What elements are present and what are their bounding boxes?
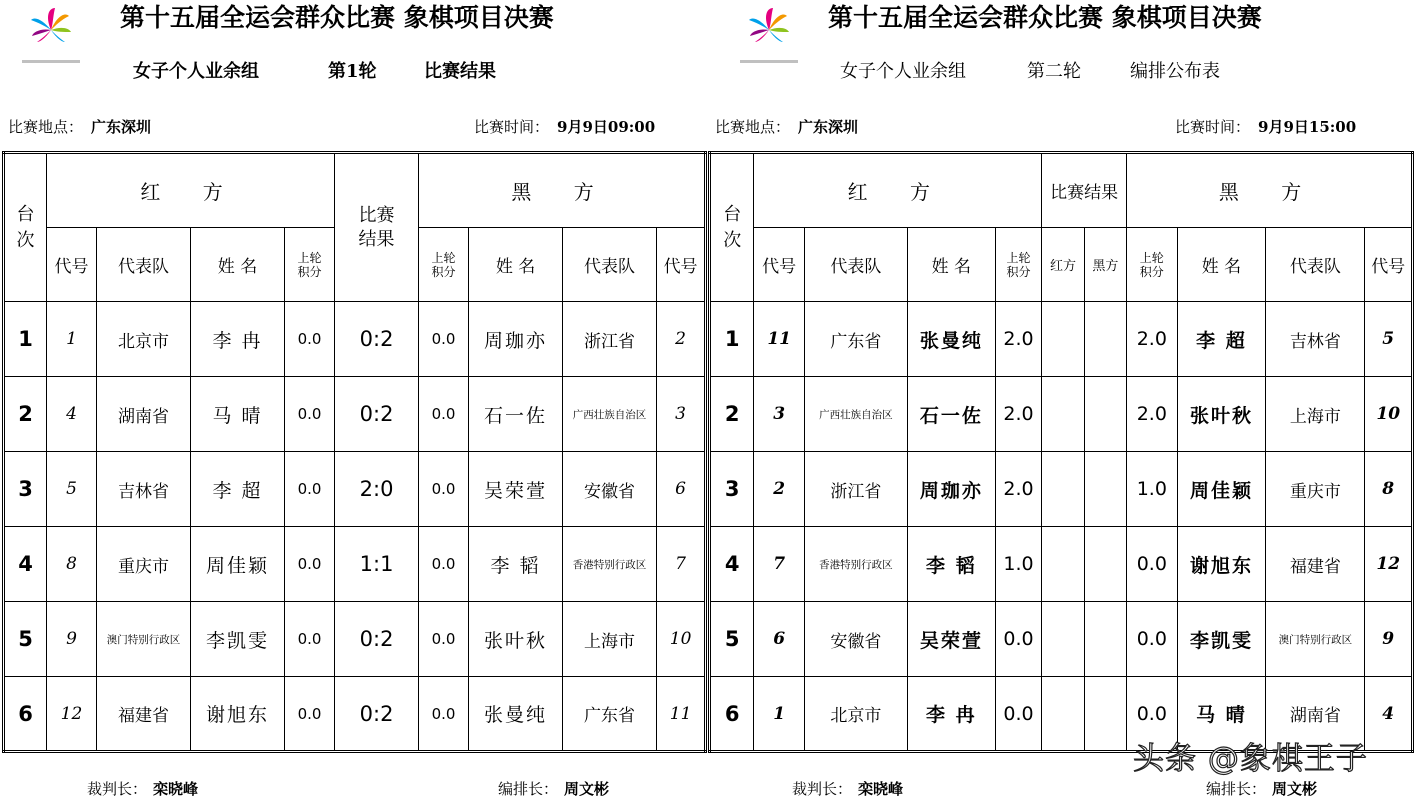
table-number: 6: [710, 677, 754, 752]
black-player: 李凯雯: [1177, 602, 1266, 677]
red-code-header: 代号: [47, 228, 97, 302]
table-no-header: 台次: [710, 153, 754, 302]
table-row: [710, 602, 1413, 677]
red-prev-score: 1.0: [995, 527, 1042, 602]
match-time: 比赛时间： 9月9日15:00: [1175, 118, 1357, 136]
round1-results-sheet: [0, 0, 706, 798]
black-team: 重庆市: [1266, 452, 1365, 527]
red-player: 马 晴: [191, 377, 285, 452]
black-code-header: 代号: [1365, 228, 1413, 302]
black-prev-score: 0.0: [1127, 527, 1177, 602]
black-prev-score: 0.0: [419, 302, 469, 377]
red-player: 谢旭东: [191, 677, 285, 752]
black-prev-score-header: 上轮积分: [1127, 228, 1177, 302]
black-prev-score: 0.0: [419, 602, 469, 677]
result-red-cell: [1042, 377, 1084, 452]
red-prev-score: 0.0: [285, 527, 335, 602]
red-code: 5: [47, 452, 97, 527]
black-code: 12: [1365, 527, 1413, 602]
black-name-header: 姓 名: [469, 228, 563, 302]
chief-referee: 裁判长： 栾晓峰: [87, 780, 199, 798]
red-name-header: 姓 名: [191, 228, 285, 302]
black-team: 福建省: [1266, 527, 1365, 602]
match-result: 0:2: [335, 302, 419, 377]
red-prev-score-header: 上轮积分: [285, 228, 335, 302]
red-prev-score: 0.0: [285, 602, 335, 677]
table-row: [710, 302, 1413, 377]
red-team: 香港特别行政区: [804, 527, 907, 602]
black-prev-score: 1.0: [1127, 452, 1177, 527]
chief-referee: 裁判长： 栾晓峰: [792, 780, 904, 798]
black-code: 4: [1365, 677, 1413, 752]
match-result: 1:1: [335, 527, 419, 602]
black-player: 吴荣萱: [469, 452, 563, 527]
red-team: 广东省: [804, 302, 907, 377]
table-row: [4, 602, 706, 677]
round-label: 第1轮: [328, 61, 377, 82]
games-logo: [738, 6, 800, 68]
black-prev-score: 0.0: [419, 377, 469, 452]
result-header: 比赛结果: [335, 153, 419, 302]
red-prev-score: 0.0: [995, 602, 1042, 677]
table-row: [710, 452, 1413, 527]
red-prev-score: 0.0: [285, 677, 335, 752]
red-player: 李 超: [191, 452, 285, 527]
red-team: 安徽省: [804, 602, 907, 677]
red-team: 福建省: [97, 677, 191, 752]
table-number: 2: [4, 377, 47, 452]
black-player: 张曼纯: [469, 677, 563, 752]
round-label: 第二轮: [1027, 61, 1081, 82]
red-team: 浙江省: [804, 452, 907, 527]
table-row: [4, 527, 706, 602]
table-number: 2: [710, 377, 754, 452]
red-code: 12: [47, 677, 97, 752]
red-team: 北京市: [804, 677, 907, 752]
table-number: 4: [4, 527, 47, 602]
black-prev-score: 0.0: [419, 527, 469, 602]
black-prev-score: 2.0: [1127, 302, 1177, 377]
result-black-cell: [1084, 527, 1126, 602]
black-player: 李 韬: [469, 527, 563, 602]
result-red-cell: [1042, 302, 1084, 377]
black-code-header: 代号: [657, 228, 706, 302]
event-title: 第十五届全运会群众比赛 象棋项目决赛: [120, 3, 554, 32]
red-team: 重庆市: [97, 527, 191, 602]
group-name: 女子个人业余组: [133, 61, 259, 82]
red-side-header: 红 方: [754, 153, 1042, 228]
red-code-header: 代号: [754, 228, 804, 302]
black-prev-score: 0.0: [419, 452, 469, 527]
red-prev-score: 2.0: [995, 452, 1042, 527]
black-team: 广西壮族自治区: [563, 377, 657, 452]
red-code: 8: [47, 527, 97, 602]
table-number: 5: [4, 602, 47, 677]
black-player: 周珈亦: [469, 302, 563, 377]
result-header: 比赛结果: [1042, 153, 1127, 228]
chief-arranger: 编排长： 周文彬: [498, 780, 610, 798]
watermark: 头条 @象棋王子: [1133, 741, 1368, 777]
black-code: 7: [657, 527, 706, 602]
table-number: 3: [4, 452, 47, 527]
red-player: 李 韬: [907, 527, 995, 602]
black-team-header: 代表队: [563, 228, 657, 302]
red-code: 1: [754, 677, 804, 752]
red-code: 9: [47, 602, 97, 677]
black-team: 浙江省: [563, 302, 657, 377]
result-red-cell: [1042, 527, 1084, 602]
black-name-header: 姓 名: [1177, 228, 1266, 302]
red-code: 11: [754, 302, 804, 377]
match-result: 0:2: [335, 602, 419, 677]
black-prev-score: 2.0: [1127, 377, 1177, 452]
red-player: 李 冉: [191, 302, 285, 377]
table-row: [710, 377, 1413, 452]
black-side-header: 黑 方: [419, 153, 706, 228]
red-prev-score: 0.0: [285, 302, 335, 377]
red-team: 广西壮族自治区: [804, 377, 907, 452]
black-prev-score: 0.0: [419, 677, 469, 752]
black-code: 2: [657, 302, 706, 377]
table-number: 1: [710, 302, 754, 377]
red-prev-score: 0.0: [285, 377, 335, 452]
table-number: 1: [4, 302, 47, 377]
result-black-cell: [1084, 602, 1126, 677]
black-player: 石一佐: [469, 377, 563, 452]
black-side-header: 黑 方: [1127, 153, 1413, 228]
pairings-table: [708, 151, 1414, 753]
result-black-cell: [1084, 677, 1126, 752]
table-number: 3: [710, 452, 754, 527]
black-player: 马 晴: [1177, 677, 1266, 752]
table-row: [4, 377, 706, 452]
black-player: 李 超: [1177, 302, 1266, 377]
table-row: [710, 527, 1413, 602]
result-red-header: 红方: [1042, 228, 1084, 302]
match-time: 比赛时间： 9月9日09:00: [474, 118, 656, 136]
black-team-header: 代表队: [1266, 228, 1365, 302]
red-player: 石一佐: [907, 377, 995, 452]
red-team-header: 代表队: [97, 228, 191, 302]
table-row: [4, 677, 706, 752]
chief-arranger: 编排长： 周文彬: [1206, 780, 1318, 798]
black-player: 张叶秋: [469, 602, 563, 677]
black-code: 9: [1365, 602, 1413, 677]
red-side-header: 红 方: [47, 153, 335, 228]
results-table: [2, 151, 707, 753]
black-prev-score-header: 上轮积分: [419, 228, 469, 302]
red-code: 4: [47, 377, 97, 452]
red-code: 3: [754, 377, 804, 452]
red-team-header: 代表队: [804, 228, 907, 302]
red-code: 7: [754, 527, 804, 602]
table-number: 6: [4, 677, 47, 752]
red-player: 李 冉: [907, 677, 995, 752]
black-code: 10: [657, 602, 706, 677]
red-prev-score: 0.0: [285, 452, 335, 527]
black-prev-score: 0.0: [1127, 677, 1177, 752]
black-team: 广东省: [563, 677, 657, 752]
result-red-cell: [1042, 677, 1084, 752]
document-type: 比赛结果: [424, 61, 496, 82]
result-black-header: 黑方: [1084, 228, 1126, 302]
table-row: [4, 302, 706, 377]
result-red-cell: [1042, 452, 1084, 527]
result-red-cell: [1042, 602, 1084, 677]
black-code: 6: [657, 452, 706, 527]
red-code: 6: [754, 602, 804, 677]
red-team: 湖南省: [97, 377, 191, 452]
red-player: 周珈亦: [907, 452, 995, 527]
table-no-header: 台次: [4, 153, 47, 302]
black-player: 张叶秋: [1177, 377, 1266, 452]
black-player: 周佳颖: [1177, 452, 1266, 527]
black-team: 安徽省: [563, 452, 657, 527]
black-player: 谢旭东: [1177, 527, 1266, 602]
red-prev-score: 2.0: [995, 302, 1042, 377]
match-result: 2:0: [335, 452, 419, 527]
venue: 比赛地点： 广东深圳: [8, 118, 152, 136]
result-black-cell: [1084, 452, 1126, 527]
group-name: 女子个人业余组: [840, 61, 966, 82]
table-number: 5: [710, 602, 754, 677]
black-team: 上海市: [563, 602, 657, 677]
black-code: 8: [1365, 452, 1413, 527]
black-team: 上海市: [1266, 377, 1365, 452]
red-player: 李凯雯: [191, 602, 285, 677]
black-team: 澳门特别行政区: [1266, 602, 1365, 677]
black-code: 11: [657, 677, 706, 752]
document-type: 编排公布表: [1130, 61, 1220, 82]
red-prev-score: 0.0: [995, 677, 1042, 752]
black-prev-score: 0.0: [1127, 602, 1177, 677]
red-player: 张曼纯: [907, 302, 995, 377]
red-team: 吉林省: [97, 452, 191, 527]
red-team: 澳门特别行政区: [97, 602, 191, 677]
red-name-header: 姓 名: [907, 228, 995, 302]
table-number: 4: [710, 527, 754, 602]
result-black-cell: [1084, 302, 1126, 377]
games-logo: [20, 6, 82, 68]
black-code: 3: [657, 377, 706, 452]
table-row: [4, 452, 706, 527]
black-code: 10: [1365, 377, 1413, 452]
red-prev-score-header: 上轮积分: [995, 228, 1042, 302]
red-player: 周佳颖: [191, 527, 285, 602]
result-black-cell: [1084, 377, 1126, 452]
red-team: 北京市: [97, 302, 191, 377]
red-player: 吴荣萱: [907, 602, 995, 677]
black-team: 吉林省: [1266, 302, 1365, 377]
match-result: 0:2: [335, 677, 419, 752]
match-result: 0:2: [335, 377, 419, 452]
red-prev-score: 2.0: [995, 377, 1042, 452]
black-team: 湖南省: [1266, 677, 1365, 752]
red-code: 2: [754, 452, 804, 527]
black-team: 香港特别行政区: [563, 527, 657, 602]
black-code: 5: [1365, 302, 1413, 377]
red-code: 1: [47, 302, 97, 377]
round2-pairings-sheet: [708, 0, 1417, 798]
venue: 比赛地点： 广东深圳: [715, 118, 859, 136]
event-title: 第十五届全运会群众比赛 象棋项目决赛: [828, 3, 1262, 32]
